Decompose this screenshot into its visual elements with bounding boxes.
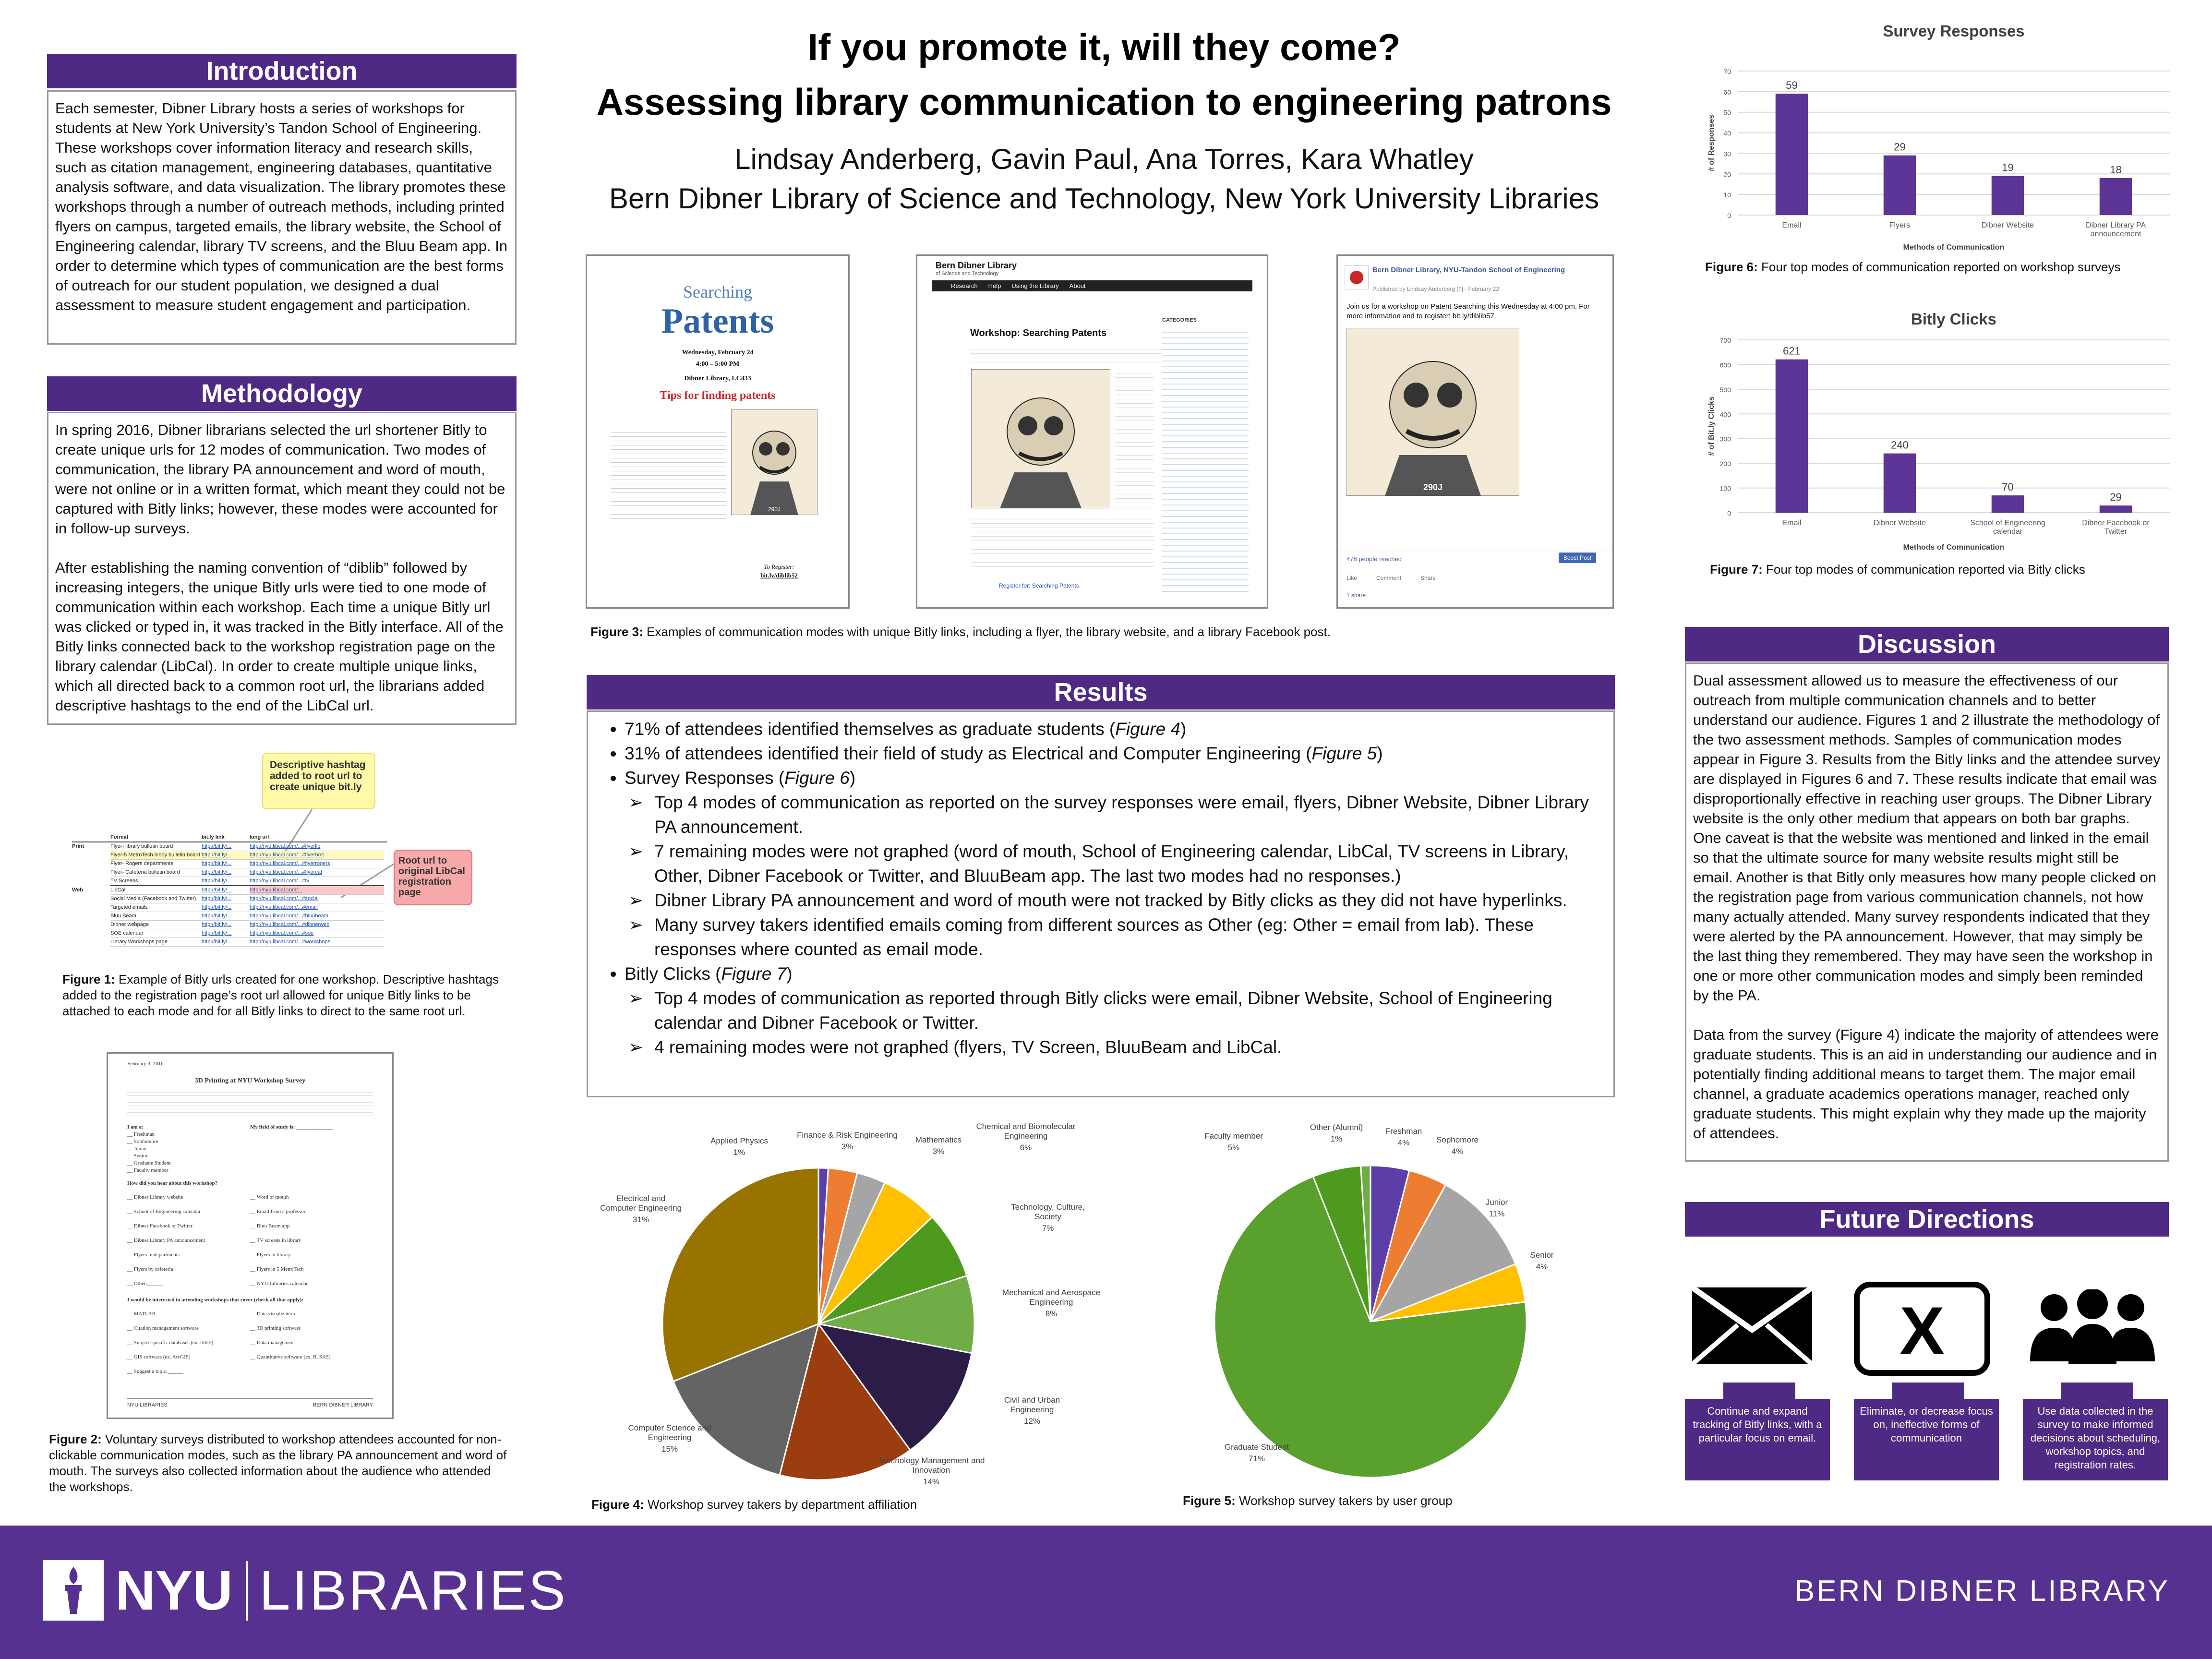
svg-text:290J: 290J: [1423, 482, 1443, 492]
future-item-text: Use data collected in the survey to make informed decisions about scheduling, workshop topics, and registration rates.: [2030, 1405, 2161, 1471]
cancel-x-icon: [1854, 1282, 1990, 1376]
results-survey-sub: ➢ Top 4 modes of communication as reported on the survey responses were email, flyers, Dibner Website, Dibner Library PA announcement.: [654, 790, 1606, 839]
survey-status: __ Sophomore: [127, 1139, 158, 1144]
survey-footer-left: NYU LIBRARIES: [127, 1402, 168, 1408]
facebook-engraving-illustration: [1346, 328, 1519, 496]
figure-4-label: Figure 4:: [591, 1497, 644, 1512]
survey-status: __ Freshman: [127, 1131, 155, 1137]
flyer-date: Wednesday, February 24: [682, 349, 754, 356]
y-tick-label: 500: [1719, 385, 1731, 394]
y-tick-label: 10: [1723, 191, 1731, 199]
slice-label: Technology, Culture, Society: [1011, 1202, 1085, 1221]
survey-option: __ Data visualization: [250, 1311, 295, 1317]
figure-1-caption: [62, 972, 514, 1019]
callout-root-url: [394, 850, 472, 905]
website-nav-using[interactable]: Using the Library: [1011, 282, 1059, 289]
survey-option: __ Flyers in 5 MetroTech: [250, 1266, 304, 1272]
table-group-print: Print: [72, 843, 84, 849]
methodology-heading: Methodology: [47, 376, 517, 411]
poster-authors: Lindsay Anderberg, Gavin Paul, Ana Torres, Kara Whatley: [734, 143, 1474, 175]
table-row: Flyer-5 MetroTech lobby bulletin board: [110, 852, 201, 858]
y-tick-label: 70: [1723, 68, 1731, 75]
poster-institution: Bern Dibner Library of Science and Technology, New York University Libraries: [609, 182, 1599, 215]
slice-value-label: 12%: [1023, 1417, 1041, 1426]
y-tick-label: 300: [1719, 435, 1731, 443]
flyer-engraving-illustration: [731, 409, 817, 515]
figure-4-caption-text: Workshop survey takers by department affiliation: [644, 1497, 917, 1512]
introduction-heading: Introduction: [47, 54, 517, 88]
y-axis-label: # of Responses: [1707, 114, 1716, 172]
table-row: Dibner webpage: [110, 922, 149, 927]
y-tick-label: 40: [1723, 129, 1731, 137]
footer-bar: [0, 1526, 2212, 1659]
results-survey-sub: ➢ Many survey takers identified emails coming from different sources as Other (eg: Other = email from lab). These responses where counted as email mode.: [654, 913, 1606, 962]
survey-option: __ Subject-specific databases (ex. IEEE): [127, 1340, 214, 1346]
slice-label: Chemical and Biomolecular Engineering: [976, 1122, 1076, 1141]
website-engraving-illustration: [971, 369, 1110, 508]
survey-option: __ Flyers in library: [250, 1252, 291, 1258]
survey-option: __ Dibner Library website: [127, 1194, 183, 1200]
future-item-text: Continue and expand tracking of Bitly links, with a particular focus on email.: [1693, 1405, 1822, 1444]
survey-option: __ Flyers by cafeteria: [127, 1266, 173, 1272]
results-bullet-survey: • Survey Responses (Figure 6) ➢ Top 4 modes of communication as reported on the survey responses were email, flyers, Dibner Website, Dibner Library PA announcement. ➢ 7 remaining modes were not graphed (word of mouth, School of Engineering calendar, LibCal, TV screens in Library, Other, Dibner Facebook or Twitter, and BluuBeam app. The last two modes had no responses.) ➢ Dibner Library PA announcement and word of mouth were not tracked by Bitly clicks as they did not have hyperlinks. ➢ Many survey takers identified emails coming from different sources as Other (eg: Other = email from lab). These responses where counted as email mode.: [625, 766, 1606, 962]
slice-value-label: 3%: [841, 1142, 854, 1151]
website-categories: CATEGORIES: [1162, 317, 1197, 323]
slice-label: Mathematics: [915, 1135, 962, 1144]
slice-label: Electrical and Computer Engineering: [600, 1194, 682, 1213]
figure-4-caption: [591, 1497, 1071, 1513]
results-bullet-graduate: • 71% of attendees identified themselves as graduate students (Figure 4): [625, 717, 1606, 741]
svg-text:X: X: [1899, 1293, 1945, 1368]
survey-option: __ Email from a professor: [250, 1209, 306, 1214]
survey-field-label: My field of study is:: [250, 1124, 295, 1130]
bar: [1776, 360, 1808, 513]
slice-value-label: 6%: [1020, 1143, 1032, 1152]
figure-3-flyer: [586, 254, 850, 609]
figure-6-label: Figure 6:: [1705, 260, 1758, 274]
table-row: Flyer- Cafeteria bulletin board: [110, 869, 180, 875]
slice-value-label: 14%: [923, 1477, 940, 1486]
figure-2-caption-text: Voluntary surveys distributed to workshop attendees accounted for non-clickable communication modes, such as the library PA announcement and word of mouth. The surveys also collected information about the audience who attended the workshops.: [49, 1432, 507, 1494]
methodology-box: [47, 412, 517, 725]
future-item-1: [1685, 1399, 1830, 1480]
poster-title-line2: Assessing library communication to engineering patrons: [596, 81, 1612, 123]
results-bullet-bitly: • Bitly Clicks (Figure 7) ➢ Top 4 modes of communication as reported through Bitly clicks were email, Dibner Website, School of Engineering calendar and Dibner Facebook or Twitter. ➢ 4 remaining modes were not graphed (flyers, TV Screen, BluuBeam and LibCal.: [625, 962, 1606, 1059]
bar: [1992, 176, 2024, 215]
results-bitly-sub: ➢ 4 remaining modes were not graphed (flyers, TV Screen, BluuBeam and LibCal.: [654, 1035, 1606, 1059]
data-label: 240: [1891, 439, 1909, 451]
table-row: Library Workshops page: [110, 939, 168, 945]
table-row: Targeted emails: [110, 904, 148, 910]
flyer-link[interactable]: bit.ly/diblib52: [760, 572, 798, 579]
survey-option: __ School of Engineering calendar: [127, 1209, 201, 1214]
survey-status: __ Senior: [127, 1153, 148, 1159]
survey-hear-label: How did you hear about this workshop?: [127, 1180, 218, 1186]
figure-7-bitly-clicks-chart: [1690, 307, 2184, 557]
results-survey-sub: ➢ Dibner Library PA announcement and word of mouth were not tracked by Bitly clicks as they did not have hyperlinks.: [654, 888, 1606, 913]
slice-value-label: 1%: [1330, 1134, 1343, 1143]
survey-option: __ Dibner Library PA announcement: [127, 1238, 205, 1243]
chart-title: Bitly Clicks: [1911, 310, 1996, 328]
survey-option: __ Word of mouth: [250, 1194, 289, 1200]
flyer-subtitle: Tips for finding patents: [660, 389, 776, 402]
flyer-title: Patents: [661, 301, 774, 341]
y-tick-label: 60: [1723, 88, 1731, 96]
survey-status: __ Graduate Student: [127, 1160, 171, 1166]
callout-root-url-text: Root url to original LibCal registration page: [398, 855, 465, 898]
survey-option: __ GIS software (ex. ArcGIS): [127, 1354, 191, 1360]
table-row: SOE calendar: [110, 930, 144, 936]
figure-7-caption: [1710, 562, 2190, 577]
table-row: TV Screens: [110, 878, 138, 884]
slice-label: Civil and Urban Engineering: [1004, 1395, 1060, 1414]
figure-1: [72, 749, 514, 970]
x-tick-label: School of Engineering calendar: [1970, 519, 2045, 536]
survey-option: __ Citation management software: [127, 1325, 199, 1331]
slice-label: Finance & Risk Engineering: [797, 1130, 898, 1140]
facebook-byline: Published by Lindsay Anderberg [?] · February 22 ·: [1372, 286, 1503, 292]
website-register-link[interactable]: Register for: Searching Patents: [999, 582, 1079, 589]
future-item-text: Eliminate, or decrease focus on, ineffective forms of communication: [1860, 1405, 1993, 1444]
bar: [2100, 505, 2132, 513]
website-nav: [932, 280, 1252, 291]
survey-option: __ Bluu Beam app: [250, 1223, 290, 1229]
y-tick-label: 50: [1723, 108, 1731, 117]
figure-6-survey-responses-chart: [1690, 19, 2184, 259]
introduction-text: Each semester, Dibner Library hosts a series of workshops for students at New York University’s Tandon School of Engineering. These workshops cover information literacy and research skills, such as citation management, engineering databases, quantitative analysis software, and data visualization. The library promotes these workshops through a number of outreach methods, including printed flyers on campus, targeted emails, the library website, the School of Engineering calendar, library TV screens, and the Bluu Beam app. In order to determine which types of communication are the best forms of outreach for our student population, we designed a dual assessment to measure student engagement and participation.: [55, 100, 508, 313]
survey-option: __ NYU Libraries calendar: [250, 1281, 308, 1286]
figure-3-website: [916, 254, 1268, 609]
slice-value-label: 71%: [1248, 1454, 1265, 1463]
website-brand-sub: of Science and Technology: [936, 271, 999, 276]
slice-value-label: 4%: [1451, 1147, 1464, 1156]
survey-option: __ Dibner Facebook or Twitter: [127, 1223, 192, 1229]
bitly-table: Format bit.ly link long url Print Flyer- library bulletin board http://bit.ly/... http://nyu.libcal.com/...#flyerlib Flyer-5 MetroTech lobby bulletin board http://bit.ly/... http://nyu.libcal.com/...#flyer5mt Flyer- Rogers departments http://bit.ly/... http://nyu.libcal.com/...#flyerrogers Flyer- Cafeteria bulletin board http://bit.ly/... http://nyu.libcal.com/...#flyercaf TV Screens http://bit.ly/... http://nyu.libcal.com/...#tv Web LibCal http://bit.ly/... http://nyu.libcal.com/... Social Media (Facebook and Twitter) http://bit.ly/... http://nyu.libcal.com/...#social Targeted emails http://bit.ly/... http://nyu.libcal.com/...#email Bluu Beam http://bit.ly/... http://nyu.libcal.com/...#bluubeam Dibner webpage http://bit.ly/... http://nyu.libcal.com/...#dibnerweb SOE calendar http://bit.ly/... http://nyu.libcal.com/...#soe Library Workshops page http://bit.ly/... http://nyu.libcal.com/...#workshops: [72, 833, 387, 962]
flyer-place: Dibner Library, LC433: [684, 375, 751, 382]
slice-label: Sophomore: [1436, 1135, 1479, 1144]
website-nav-research[interactable]: Research: [951, 282, 978, 289]
slice-label: Mechanical and Aerospace Engineering: [1002, 1288, 1101, 1307]
future-item-3: [2023, 1399, 2168, 1480]
y-tick-label: 600: [1719, 361, 1731, 369]
facebook-post-text: Join us for a workshop on Patent Searching this Wednesday at 4:00 pm. For more information and to register: bit.ly/diblib57: [1346, 302, 1590, 320]
table-row: Bluu Beam: [110, 913, 136, 919]
figure-7-label: Figure 7:: [1710, 562, 1763, 577]
bar: [2100, 178, 2132, 215]
facebook-page-name[interactable]: Bern Dibner Library, NYU-Tandon School of Engineering: [1372, 266, 1565, 274]
bar: [1992, 495, 2024, 513]
data-label: 59: [1786, 79, 1798, 92]
data-label: 621: [1783, 345, 1801, 357]
survey-date: February 3, 2016: [127, 1061, 164, 1067]
survey-option: __ Suggest a topic:______: [127, 1369, 184, 1374]
slice-label: Technology Management and Innovation: [878, 1456, 985, 1475]
slice-label: Freshman: [1385, 1127, 1422, 1136]
x-tick-label: Dibner Library PA announcement: [2085, 221, 2146, 238]
footer-nyu: NYU: [115, 1559, 233, 1622]
bar: [1884, 454, 1916, 513]
table-header-bitly: bit.ly link: [202, 834, 225, 840]
slice-label: Applied Physics: [710, 1136, 769, 1145]
website-nav-help[interactable]: Help: [988, 282, 1001, 289]
chart-title: Survey Responses: [1883, 22, 2025, 40]
survey-option: __ MATLAB: [127, 1311, 156, 1317]
figure-6-caption-text: Four top modes of communication reported on workshop surveys: [1757, 260, 2121, 274]
data-label: 18: [2110, 163, 2122, 176]
y-tick-label: 30: [1723, 150, 1731, 158]
x-tick-label: Flyers: [1889, 221, 1911, 229]
figure-7-caption-text: Four top modes of communication reported via Bitly clicks: [1762, 562, 2085, 577]
slice-value-label: 11%: [1489, 1209, 1505, 1218]
survey-interest-label: I would be interested in attending workshops that cover (check all that apply):: [127, 1297, 303, 1303]
y-tick-label: 0: [1727, 509, 1731, 517]
facebook-boost-button[interactable]: Boost Post: [1559, 553, 1596, 563]
y-tick-label: 700: [1719, 337, 1731, 344]
survey-status: __ Faculty member: [127, 1167, 168, 1173]
slice-value-label: 4%: [1536, 1262, 1548, 1271]
survey-option: __ Data management: [250, 1340, 295, 1346]
survey-option: __ TV screens in library: [250, 1238, 301, 1243]
survey-i-am: I am a:: [127, 1124, 144, 1130]
results-bullet-field: • 31% of attendees identified their field of study as Electrical and Computer Engineering (Figure 5): [625, 741, 1606, 766]
survey-title: 3D Printing at NYU Workshop Survey: [194, 1077, 306, 1084]
figure-6-caption: [1705, 259, 2200, 275]
discussion-heading: Discussion: [1685, 627, 2169, 661]
x-tick-label: Email: [1782, 519, 1802, 527]
figure-2-caption: [49, 1431, 510, 1495]
nyu-torch-logo: [43, 1560, 104, 1621]
data-label: 70: [2002, 481, 2014, 493]
facebook-comment-button[interactable]: Comment: [1376, 575, 1402, 581]
y-tick-label: 200: [1719, 460, 1731, 468]
table-row: Social Media (Facebook and Twitter): [110, 896, 196, 902]
slice-value-label: 3%: [932, 1147, 945, 1156]
table-row: Flyer- library bulletin board: [110, 843, 173, 849]
footer-libraries: LIBRARIES: [259, 1559, 567, 1622]
poster-title-line1: If you promote it, will they come?: [807, 26, 1401, 68]
table-row: Flyer- Rogers departments: [110, 861, 173, 866]
bar: [1884, 156, 1916, 215]
people-group-icon: [2028, 1289, 2157, 1366]
slice-value-label: 7%: [1042, 1224, 1054, 1233]
methodology-paragraph-2: After establishing the naming convention of “diblib” followed by increasing integers, the unique Bitly urls were tied to one mode of communication within each workshop. Each time a unique Bitly url was clicked or typed in, it was tracked in the Bitly interface. All of the Bitly links connected back to the workshop registration page on the library calendar (LibCal). In order to create multiple unique links, which all directed back to a common root url, the librarians added descriptive hashtags to the end of the LibCal url.: [55, 559, 504, 714]
x-axis-label: Methods of Communication: [1903, 543, 2005, 552]
slice-label: Graduate Student: [1224, 1443, 1289, 1452]
svg-text:290J: 290J: [768, 506, 781, 513]
results-bitly-sub: ➢ Top 4 modes of communication as reported through Bitly clicks were email, Dibner Website, School of Engineering calendar and Dibner Facebook or Twitter.: [654, 986, 1606, 1035]
survey-option: __ 3D printing software: [250, 1325, 301, 1331]
flyer-register: To Register:: [764, 563, 794, 570]
slice-value-label: 31%: [632, 1215, 649, 1224]
data-label: 29: [2110, 491, 2122, 504]
slice-value-label: 4%: [1397, 1138, 1410, 1147]
y-axis-label: # of Bit.ly Clicks: [1707, 397, 1716, 456]
future-item-2: [1854, 1399, 1999, 1480]
facebook-share-button[interactable]: Share: [1420, 575, 1436, 581]
future-pointer-tabs: [1685, 1382, 2170, 1400]
figure-4-department-pie: [586, 1118, 1138, 1503]
figure-2-survey: February 3, 2016 3D Printing at NYU Workshop Survey I am a: __ Freshman __ Sophomore __ Junior __ Senior __ Graduate Student __ Faculty member My field of study is: ______________ How did you hear about this workshop? __ Dibner Library website __ School of Engineering calendar __ Dibner Facebook or Twitter __ Dibner Library PA announcement __ Flyers in departments __ Flyers by cafeteria __ Other:______ __ Word of mouth __ Email from a professor __ Bluu Beam app __ TV screens in library __ Flyers in library __ Flyers in 5 MetroTech __ NYU Libraries calendar I would be interested in attending workshops that cover (check all that apply): __ MATLAB __ Citation management software __ Subject-specific databases (ex. IEEE) __ GIS software (ex. ArcGIS) __ Suggest a topic:______ __ Data visualization __ 3D printing software __ Data management __ Quantitative software (ex. R, SAS) NYU LIBRARIES BERN DIBNER LIBRARY: [107, 1052, 394, 1419]
slice-label: Junior: [1485, 1198, 1508, 1207]
callout-hashtag-text: Descriptive hashtag added to root url to create unique bit.ly: [270, 759, 366, 793]
results-box: [587, 710, 1615, 1097]
y-tick-label: 100: [1719, 484, 1731, 493]
slice-label: Senior: [1530, 1250, 1554, 1260]
table-row: LibCal: [110, 887, 126, 893]
website-post-title: Workshop: Searching Patents: [970, 328, 1107, 338]
table-group-web: Web: [72, 887, 84, 893]
slice-value-label: 15%: [661, 1444, 678, 1454]
figure-1-label: Figure 1:: [62, 972, 115, 986]
slice-value-label: 8%: [1045, 1309, 1058, 1318]
results-heading: Results: [587, 675, 1615, 709]
figure-5-caption: [1183, 1493, 1615, 1509]
survey-option: __ Quantitative software (ex. R, SAS): [250, 1354, 331, 1360]
survey-option: __ Other:______: [127, 1281, 163, 1286]
website-nav-about[interactable]: About: [1069, 282, 1086, 289]
slice-label: Computer Science and Engineering: [628, 1423, 711, 1442]
figure-5-usergroup-pie: [1171, 1118, 1627, 1503]
slice-label: Faculty member: [1204, 1131, 1263, 1141]
figure-1-caption-text: Example of Bitly urls created for one workshop. Descriptive hashtags added to the registration page’s root url allowed for unique Bitly links to be attached to each mode and for all Bitly links to direct to the same root url.: [62, 972, 499, 1018]
methodology-paragraph-1: In spring 2016, Dibner librarians selected the url shortener Bitly to create unique urls for 12 modes of communication. Two modes of communication, the library PA announcement and word of mouth, were not online or in a written format, which meant they could not be captured with Bitly links; however, these modes were accounted for in follow-up surveys.: [55, 421, 505, 537]
data-label: 19: [2002, 161, 2014, 174]
survey-status: __ Junior: [127, 1146, 147, 1152]
facebook-page-avatar: [1345, 265, 1369, 289]
results-survey-sub: ➢ 7 remaining modes were not graphed (word of mouth, School of Engineering calendar, LibCal, TV screens in Library, Other, Dibner Facebook or Twitter, and BluuBeam app. The last two modes had no responses.): [654, 839, 1606, 888]
introduction-box: [47, 90, 517, 345]
x-tick-label: Dibner Facebook or Twitter: [2082, 519, 2150, 536]
slice-value-label: 5%: [1227, 1143, 1240, 1152]
figure-5-caption-text: Workshop survey takers by user group: [1235, 1493, 1453, 1508]
flyer-time: 4:00 – 5:00 PM: [696, 361, 740, 368]
bar: [1776, 94, 1808, 215]
website-brand: Bern Dibner Library: [936, 261, 1017, 270]
figure-3-caption: [590, 624, 1647, 640]
slice-value-label: 1%: [733, 1148, 745, 1157]
footer-bern-dibner: BERN DIBNER LIBRARY: [1794, 1575, 2170, 1608]
slice-label: Other (Alumni): [1310, 1123, 1363, 1132]
x-tick-label: Dibner Website: [1873, 519, 1926, 527]
y-tick-label: 400: [1719, 410, 1731, 419]
discussion-paragraph-2: Data from the survey (Figure 4) indicate the majority of attendees were graduate students. This is an aid in understanding our audience and in potentially finding additional means to target them. The major email channel, a graduate academics operations manager, reached only graduate students. This might explain why they made up the majority of attendees.: [1693, 1026, 2159, 1142]
x-tick-label: Email: [1782, 221, 1802, 229]
survey-footer-right: BERN DIBNER LIBRARY: [313, 1402, 373, 1408]
survey-option: __ Flyers in departments: [127, 1252, 180, 1258]
figure-5-label: Figure 5:: [1183, 1493, 1236, 1508]
facebook-shares: 1 share: [1346, 592, 1366, 599]
table-header-longurl: long url: [250, 834, 269, 840]
figure-2-label: Figure 2:: [49, 1432, 102, 1446]
data-label: 29: [1894, 141, 1906, 153]
table-header-format: Format: [110, 834, 129, 840]
facebook-like-button[interactable]: Like: [1346, 575, 1358, 581]
discussion-paragraph-1: Dual assessment allowed us to measure the effectiveness of our outreach from multiple communication channels and to better understand our audience. Figures 1 and 2 illustrate the methodology of the two assessment methods. Samples of communication modes appear in Figure 3. Results from the Bitly links and the attendee survey are displayed in Figures 6 and 7. These results indicate that email was disproportionally effective in reaching user groups. The Dibner Library website is the only other medium that appears on both bar graphs. One caveat is that the website was mentioned and linked in the email so that the ultimate source for many website results might still be email. Another is that Bitly only measures how many people clicked on the registration page from various communication channels, not how many actually attended. Many survey respondents indicated that they were alerted by the PA announcement. However, that may simply be the last thing they remembered. They may have seen the workshop in one or more other communication modes and simply been reminded by the PA.: [1693, 672, 2161, 1004]
x-axis-label: Methods of Communication: [1903, 243, 2005, 252]
flyer-kicker: Searching: [683, 282, 752, 301]
discussion-box: [1685, 662, 2169, 1162]
facebook-reach: 478 people reached: [1346, 555, 1402, 563]
future-heading: Future Directions: [1685, 1202, 2169, 1237]
x-tick-label: Dibner Website: [1981, 221, 2034, 229]
figure-3-facebook: [1336, 254, 1614, 609]
y-tick-label: 20: [1723, 170, 1731, 179]
figure-3-caption-text: Examples of communication modes with unique Bitly links, including a flyer, the library website, and a library Facebook post.: [643, 625, 1331, 639]
figure-3-label: Figure 3:: [590, 625, 643, 639]
y-tick-label: 0: [1727, 212, 1731, 219]
envelope-icon: [1690, 1282, 1815, 1368]
